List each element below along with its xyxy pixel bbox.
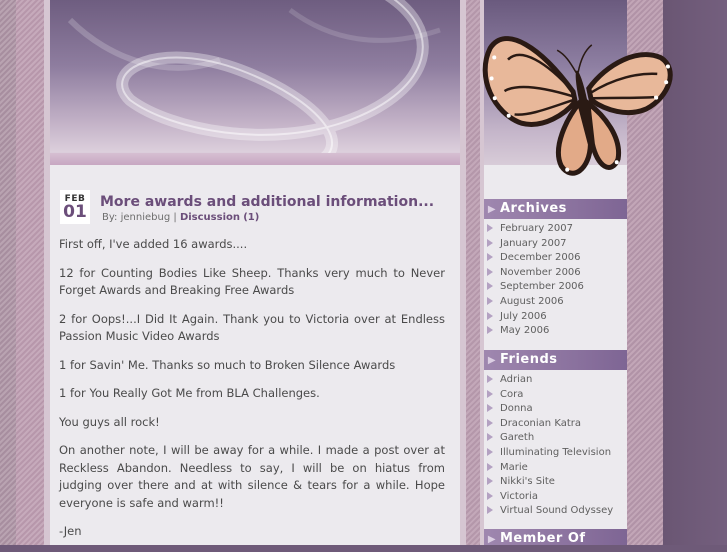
triangle-right-icon [487, 390, 493, 398]
triangle-right-icon [487, 253, 493, 261]
archive-link-label: January 2007 [500, 237, 567, 249]
friend-link[interactable] [487, 504, 627, 519]
post-paragraph: 2 for Oops!...I Did It Again. Thank you to Victoria over at Endless Passion Music Video Awards [59, 311, 445, 343]
archive-link-label: July 2006 [500, 310, 547, 322]
friends-heading-label: Friends [500, 352, 558, 367]
triangle-right-icon: ▶ [487, 534, 497, 545]
friend-link[interactable] [487, 431, 627, 446]
post-body [59, 236, 445, 552]
post-paragraph: -Jen [59, 524, 82, 538]
post-meta-by-label: By: [102, 212, 118, 223]
triangle-right-icon [487, 492, 493, 500]
triangle-right-icon [487, 448, 493, 456]
post-date-badge [60, 190, 90, 224]
post-paragraph: 1 for You Really Got Me from BLA Challenges. [59, 386, 320, 400]
friend-link-label: Cora [500, 388, 524, 400]
archives-heading [484, 199, 627, 219]
friend-link[interactable] [487, 417, 627, 432]
archive-link-label: May 2006 [500, 325, 550, 337]
friend-link-label: Marie [500, 461, 528, 473]
archive-link-label: November 2006 [500, 266, 581, 278]
post-paragraph: On another note, I will be away for a while. I made a post over at Reckless Abandon. Needless to say, I will be on hiatus from judging over there and at with silence & tears for a while. Hope everyone is safe and warm!! [59, 443, 445, 510]
friend-link[interactable] [487, 446, 627, 461]
friend-link[interactable] [487, 475, 627, 490]
post-author: jenniebug [120, 212, 171, 223]
archive-link[interactable] [487, 310, 627, 325]
friends-heading [484, 350, 627, 370]
post-paragraph: 1 for Savin' Me. Thanks so much to Broken Silence Awards [59, 357, 396, 372]
triangle-right-icon [487, 268, 493, 276]
left-background-stripe [0, 0, 16, 545]
triangle-right-icon [487, 239, 493, 247]
archives-list [487, 222, 627, 339]
friend-link-label: Gareth [500, 432, 535, 444]
left-frame-stripe [16, 0, 44, 545]
triangle-right-icon [487, 506, 493, 514]
friend-link[interactable] [487, 402, 627, 417]
friend-link-label: Donna [500, 403, 533, 415]
triangle-right-icon [487, 224, 493, 232]
header-bottom-band [50, 153, 460, 165]
archive-link[interactable] [487, 280, 627, 295]
post-category-link[interactable]: Discussion [179, 212, 240, 223]
friend-link-label: Illuminating Television [500, 446, 612, 458]
friend-link[interactable] [487, 461, 627, 476]
archive-link[interactable] [487, 222, 627, 237]
friend-link-label: Draconian Katra [500, 417, 581, 429]
post-paragraph: You guys all rock! [59, 414, 160, 429]
triangle-right-icon [487, 282, 493, 290]
post-comments-link[interactable]: (1) [243, 212, 260, 223]
friends-list [487, 373, 627, 519]
triangle-right-icon [487, 433, 493, 441]
archive-link-label: August 2006 [500, 295, 564, 307]
divider-stripe [466, 0, 480, 545]
friend-link-label: Nikki's Site [500, 476, 555, 488]
archive-link[interactable] [487, 324, 627, 339]
archive-link-label: September 2006 [500, 281, 584, 293]
friend-link[interactable] [487, 388, 627, 403]
triangle-right-icon: ▶ [487, 204, 497, 215]
post-date-month: FEB [64, 194, 86, 204]
archive-link[interactable] [487, 251, 627, 266]
archives-heading-label: Archives [500, 201, 567, 216]
butterfly-icon [482, 0, 682, 190]
post-paragraph: First off, I've added 16 awards.... [59, 237, 248, 251]
triangle-right-icon [487, 312, 493, 320]
member-of-heading [484, 529, 627, 545]
archive-link[interactable] [487, 266, 627, 281]
header-banner [50, 0, 460, 165]
friend-link-label: Victoria [500, 490, 538, 502]
member-of-heading-label: Member Of [500, 531, 586, 545]
triangle-right-icon [487, 375, 493, 383]
post-date-day: 01 [63, 202, 87, 222]
post-meta [102, 212, 259, 223]
friend-link[interactable] [487, 490, 627, 505]
post-meta-separator: | [173, 212, 177, 223]
friend-link-label: Virtual Sound Odyssey [500, 505, 614, 517]
triangle-right-icon [487, 463, 493, 471]
triangle-right-icon: ▶ [487, 355, 497, 366]
triangle-right-icon [487, 326, 493, 334]
friend-link[interactable] [487, 373, 627, 388]
friend-link-label: Adrian [500, 374, 533, 385]
archive-link[interactable] [487, 295, 627, 310]
post-title-link[interactable]: More awards and additional information... [100, 194, 435, 210]
triangle-right-icon [487, 477, 493, 485]
triangle-right-icon [487, 419, 493, 427]
archive-link-label: December 2006 [500, 252, 581, 264]
triangle-right-icon [487, 297, 493, 305]
archive-link-label: February 2007 [500, 223, 573, 234]
archive-link[interactable] [487, 237, 627, 252]
ribbon-swirl-icon [50, 0, 460, 165]
post-paragraph: 12 for Counting Bodies Like Sheep. Thanks very much to Never Forget Awards and Breaking Free Awards [59, 265, 445, 297]
triangle-right-icon [487, 404, 493, 412]
